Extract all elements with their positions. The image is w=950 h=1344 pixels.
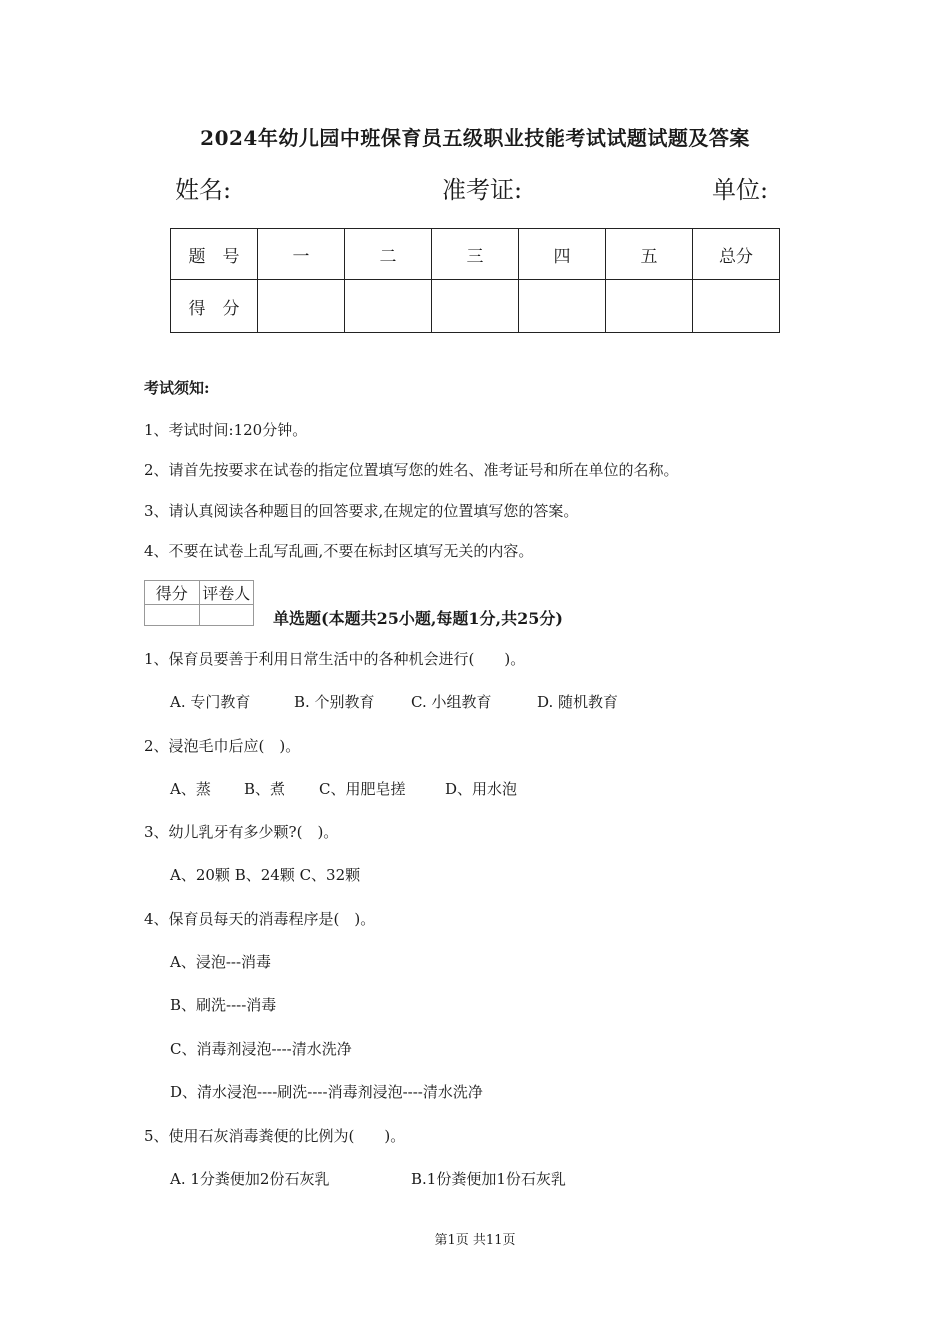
question-2: 2、浸泡毛巾后应( )。: [144, 737, 301, 755]
score-table-cell: 二: [345, 229, 432, 280]
notice-item: 2、请首先按要求在试卷的指定位置填写您的姓名、准考证号和所在单位的名称。: [144, 461, 679, 479]
score-input-cell[interactable]: [606, 280, 693, 333]
score-input-cell[interactable]: [693, 280, 780, 333]
option: A. 1分粪便加2份石灰乳: [170, 1170, 330, 1188]
option: A、浸泡---消毒: [170, 953, 272, 971]
grader-name-label: 评卷人: [199, 581, 254, 605]
option: A、20颗 B、24颗 C、32颗: [170, 866, 361, 884]
option: A. 专门教育: [170, 693, 251, 711]
option: A、蒸: [170, 780, 211, 798]
score-table-cell: 得 分: [171, 280, 258, 333]
option: B、刷洗----消毒: [170, 996, 277, 1014]
score-table-cell: 一: [258, 229, 345, 280]
page-footer: 第1页 共11页: [434, 1233, 516, 1248]
unit-label: 单位:: [712, 176, 769, 204]
option: D、用水泡: [445, 780, 518, 798]
score-table-cell: 四: [519, 229, 606, 280]
option: D、清水浸泡----刷洗----消毒剂浸泡----清水洗净: [170, 1083, 483, 1101]
question-4: 4、保育员每天的消毒程序是( )。: [144, 910, 376, 928]
question-3: 3、幼儿乳牙有多少颗?( )。: [144, 823, 339, 841]
score-table-cell: 总分: [693, 229, 780, 280]
option: C、用肥皂搓: [319, 780, 406, 798]
question-5: 5、使用石灰消毒粪便的比例为( )。: [144, 1127, 406, 1145]
option: C、消毒剂浸泡----清水洗净: [170, 1040, 352, 1058]
option: B. 个别教育: [294, 693, 375, 711]
score-table-score-row: [171, 280, 780, 333]
option: C. 小组教育: [411, 693, 492, 711]
option: B、煮: [244, 780, 286, 798]
option: D. 随机教育: [537, 693, 619, 711]
score-table-cell: 三: [432, 229, 519, 280]
page-title: 2024年幼儿园中班保育员五级职业技能考试试题试题及答案: [200, 126, 750, 150]
notice-item: 1、考试时间:120分钟。: [144, 421, 308, 439]
name-label: 姓名:: [175, 176, 232, 204]
grader-score-cell[interactable]: [145, 605, 200, 626]
score-table-cell: 题 号: [171, 229, 258, 280]
score-input-cell[interactable]: [432, 280, 519, 333]
score-table: [170, 228, 780, 333]
exam-id-label: 准考证:: [442, 176, 523, 204]
score-table-cell: 五: [606, 229, 693, 280]
grader-score-label: 得分: [145, 581, 200, 605]
notice-item: 3、请认真阅读各种题目的回答要求,在规定的位置填写您的答案。: [144, 502, 579, 520]
question-1: 1、保育员要善于利用日常生活中的各种机会进行( )。: [144, 650, 526, 668]
score-input-cell[interactable]: [519, 280, 606, 333]
notice-item: 4、不要在试卷上乱写乱画,不要在标封区填写无关的内容。: [144, 542, 534, 560]
grader-name-cell[interactable]: [199, 605, 254, 626]
score-input-cell[interactable]: [345, 280, 432, 333]
grader-table: [144, 580, 254, 626]
option: B.1份粪便加1份石灰乳: [411, 1170, 566, 1188]
notice-heading: 考试须知:: [144, 379, 210, 397]
section-title: 单选题(本题共25小题,每题1分,共25分): [273, 609, 563, 628]
score-table-header-row: [171, 229, 780, 280]
score-input-cell[interactable]: [258, 280, 345, 333]
